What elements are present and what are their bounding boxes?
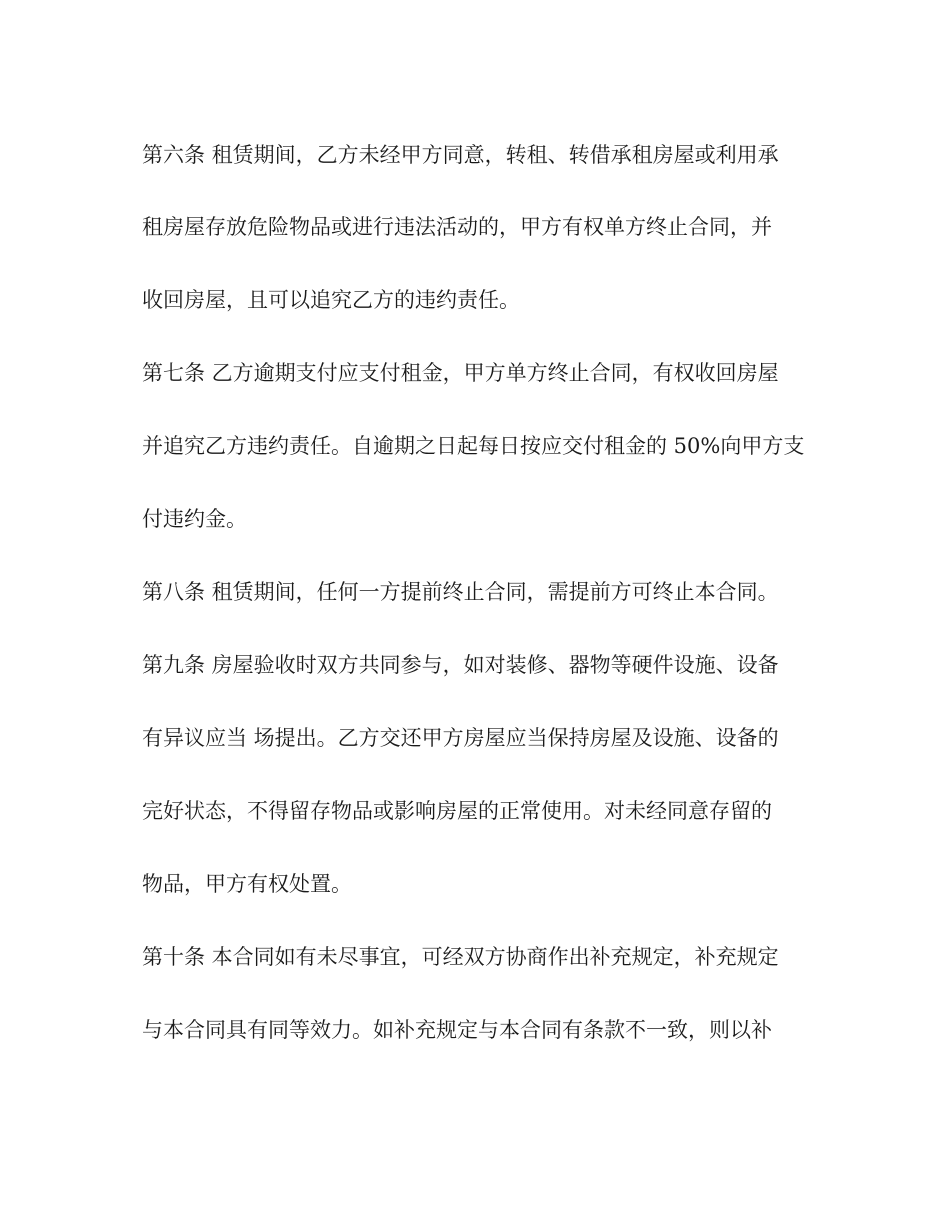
text-line: 第九条 房屋验收时双方共同参与，如对装修、器物等硬件设施、设备 (142, 653, 779, 677)
text-line: 第八条 租赁期间，任何一方提前终止合同，需提前方可终止本合同。 (142, 580, 779, 604)
text-line: 与本合同具有同等效力。如补充规定与本合同有条款不一致，则以补 (142, 1018, 772, 1042)
text-line: 有异议应当 场提出。乙方交还甲方房屋应当保持房屋及设施、设备的 (142, 726, 779, 750)
text-line: 收回房屋，且可以追究乙方的违约责任。 (142, 288, 520, 312)
text-line: 第十条 本合同如有未尽事宜，可经双方协商作出补充规定，补充规定 (142, 945, 779, 969)
text-line: 并追究乙方违约责任。自逾期之日起每日按应交付租金的 50%向甲方支 (142, 434, 805, 458)
text-line: 付违约金。 (142, 507, 247, 531)
text-line: 第七条 乙方逾期支付应支付租金，甲方单方终止合同，有权收回房屋 (142, 361, 779, 385)
text-line: 物品，甲方有权处置。 (142, 872, 352, 896)
text-line: 完好状态，不得留存物品或影响房屋的正常使用。对未经同意存留的 (142, 799, 772, 823)
text-line: 第六条 租赁期间，乙方未经甲方同意，转租、转借承租房屋或利用承 (142, 143, 779, 167)
text-line: 租房屋存放危险物品或进行违法活动的，甲方有权单方终止合同，并 (142, 215, 772, 239)
